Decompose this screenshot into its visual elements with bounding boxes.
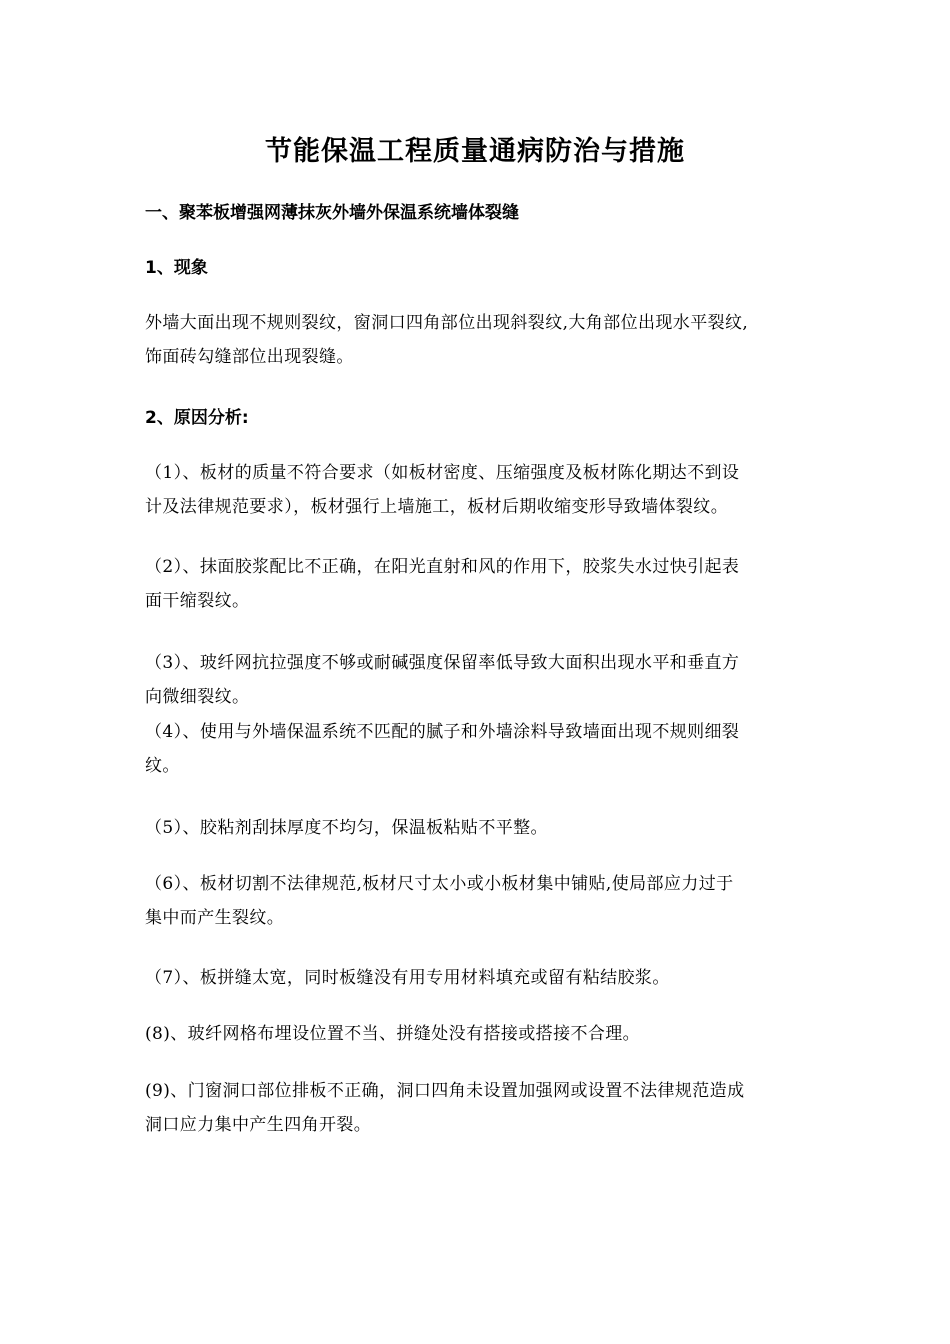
cause-item-9 (145, 1074, 810, 1142)
cause-item-5 (145, 811, 810, 845)
cause-item-3 (145, 646, 810, 714)
subsection-heading-phenomenon: 1、现象 (145, 258, 208, 278)
subsection-heading-causes: 2、原因分析: (145, 408, 249, 428)
section-heading: 一、聚苯板增强网薄抹灰外墙外保温系统墙体裂缝 (145, 203, 519, 223)
paragraph-line: 纹。 (145, 756, 180, 776)
paragraph-line: （3）、玻纤网抗拉强度不够或耐碱强度保留率低导致大面积出现水平和垂直方 (145, 653, 740, 673)
paragraph-line: （7）、板拼缝太宽，同时板缝没有用专用材料填充或留有粘结胶浆。 (145, 968, 670, 988)
paragraph-line: （1）、板材的质量不符合要求（如板材密度、压缩强度及板材陈化期达不到设 (145, 463, 740, 483)
paragraph-line: 计及法律规范要求），板材强行上墙施工，板材后期收缩变形导致墙体裂纹。 (145, 497, 729, 517)
paragraph-line: （6）、板材切割不法律规范,板材尺寸太小或小板材集中铺贴,使局部应力过于 (145, 874, 734, 894)
paragraph-line: 饰面砖勾缝部位出现裂缝。 (145, 347, 354, 367)
cause-item-6 (145, 867, 810, 935)
paragraph-line: 向微细裂纹。 (145, 687, 250, 707)
paragraph-line: （4）、使用与外墙保温系统不匹配的腻子和外墙涂料导致墙面出现不规则细裂 (145, 722, 740, 742)
paragraph-line: 外墙大面出现不规则裂纹，窗洞口四角部位出现斜裂纹,大角部位出现水平裂纹, (145, 313, 749, 333)
paragraph-line: (9)、门窗洞口部位排板不正确，洞口四角未设置加强网或设置不法律规范造成 (145, 1081, 745, 1101)
paragraph-line: 集中而产生裂纹。 (145, 908, 285, 928)
document-title: 节能保温工程质量通病防治与措施 (265, 136, 685, 167)
cause-item-1 (145, 456, 810, 524)
paragraph-line: （2）、抹面胶浆配比不正确，在阳光直射和风的作用下，胶浆失水过快引起表 (145, 557, 740, 577)
paragraph-line: （5）、胶粘剂刮抹厚度不均匀，保温板粘贴不平整。 (145, 818, 548, 838)
paragraph-line: 洞口应力集中产生四角开裂。 (145, 1115, 372, 1135)
paragraph-line: 面干缩裂纹。 (145, 591, 250, 611)
cause-item-4 (145, 715, 810, 783)
cause-item-8 (145, 1017, 810, 1051)
cause-item-7 (145, 961, 810, 995)
phenomenon-paragraph (145, 306, 810, 374)
paragraph-line: (8)、玻纤网格布埋设位置不当、拼缝处没有搭接或搭接不合理。 (145, 1024, 641, 1044)
cause-item-2 (145, 550, 810, 618)
